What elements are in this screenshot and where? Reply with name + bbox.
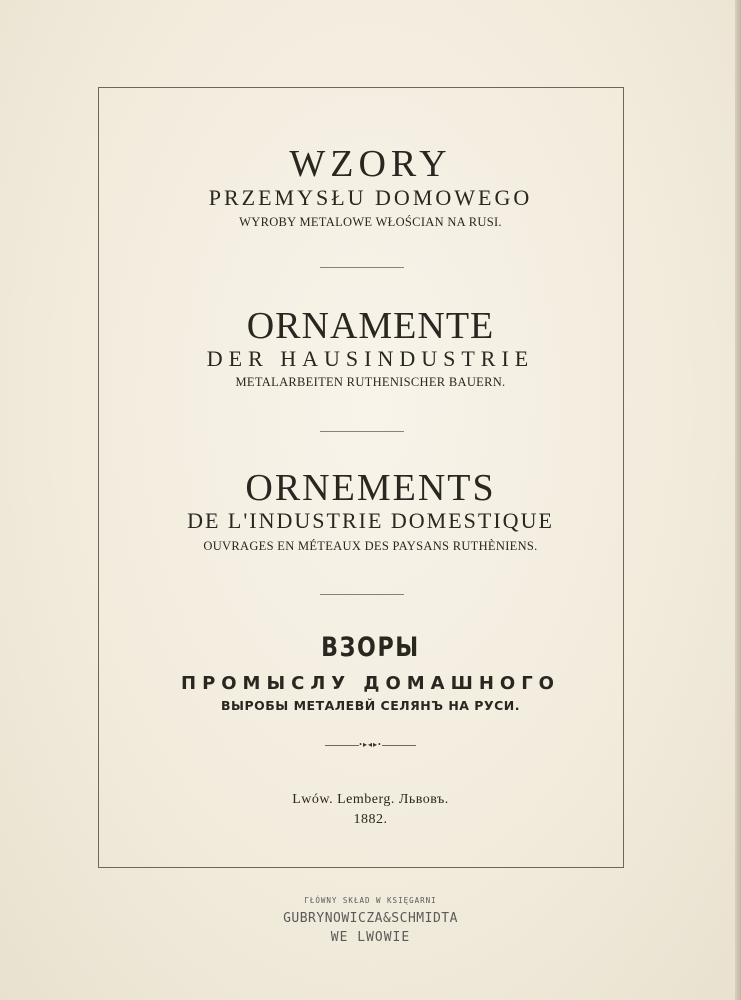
caption-french: OUVRAGES EN MÉTEAUX DES PAYSANS RUTHÈNIENS. xyxy=(203,539,538,553)
stamp-line-1: ГŁÓWNY SKŁAD W KSIĘGARNI xyxy=(304,896,437,905)
subtitle-french: DE L'INDUSTRIE DOMESTIQUE xyxy=(187,508,554,533)
title-french: ORNEMENTS xyxy=(245,467,496,509)
divider-rule-1 xyxy=(320,267,404,268)
subtitle-polish: PRZEMYSŁU DOMOWEGO xyxy=(208,185,533,210)
divider-rule-3 xyxy=(320,594,404,595)
title-ruthenian: ВЗОРЫ xyxy=(321,632,420,663)
stamp-line-2: GUBRYNOWICZA&SCHMIDTA xyxy=(283,911,458,926)
title-polish: WZORY xyxy=(289,143,452,185)
divider-rule-2 xyxy=(320,431,404,432)
stamp-line-3: WE LWOWIE xyxy=(330,930,411,945)
imprint-year: 1882. xyxy=(353,812,388,827)
title-german: ORNAMENTE xyxy=(246,305,495,347)
imprint-place: Lwów. Lemberg. Львовъ. xyxy=(292,792,449,807)
caption-german: METALARBEITEN RUTHENISCHER BAUERN. xyxy=(235,375,506,389)
caption-polish: WYROBY METALOWE WŁOŚCIAN NA RUSI. xyxy=(239,215,502,229)
subtitle-german: DER HAUSINDUSTRIE xyxy=(206,346,535,371)
subtitle-ruthenian: ПРОМЫСЛУ ДОМАШНОГО xyxy=(181,673,560,694)
caption-ruthenian: ВЫРОБЫ МЕТАЛЕВЙ СЕЛЯНЪ НА РУСИ. xyxy=(221,698,520,713)
ornamental-divider: •▸◂▸• xyxy=(0,740,741,749)
